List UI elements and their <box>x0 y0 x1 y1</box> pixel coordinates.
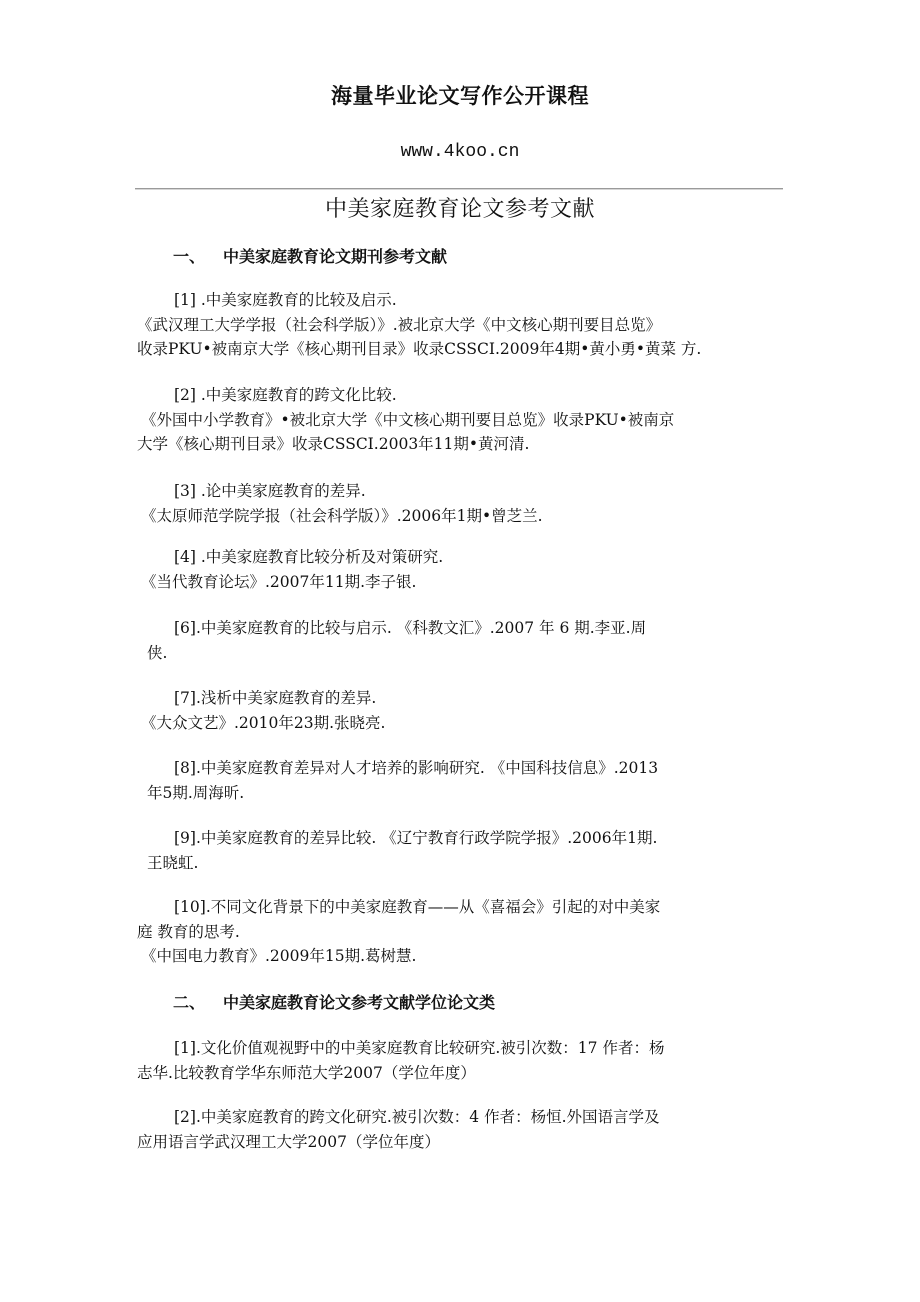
reference-title-line: [9].中美家庭教育的差异比较. 《辽宁教育行政学院学报》.2006年1期. <box>174 829 658 847</box>
reference-detail-line: 《外国中小学教育》•被北京大学《中文核心期刊要目总览》收录PKU•被南京 <box>141 410 675 429</box>
header-divider <box>135 188 783 190</box>
reference-title-line: [6].中美家庭教育的比较与启示. 《科教文汇》.2007 年 6 期.李亚.周 <box>174 619 647 637</box>
section-number: 一、 <box>173 247 206 266</box>
reference-item <box>137 1105 787 1154</box>
reference-detail-line: 《大众文艺》.2010年23期.张晓亮. <box>141 713 386 732</box>
reference-title-line: [3] .论中美家庭教育的差异. <box>174 482 366 500</box>
reference-item <box>137 686 787 735</box>
reference-title-line: [7].浅析中美家庭教育的差异. <box>174 689 377 707</box>
reference-detail-line: 《武汉理工大学学报（社会科学版）》.被北京大学《中文核心期刊要目总览》 <box>137 315 662 334</box>
reference-item <box>137 616 787 665</box>
reference-detail-line: 大学《核心期刊目录》收录CSSCI.2003年11期•黄河清. <box>137 435 530 453</box>
section-heading-dissertations <box>173 990 495 1013</box>
reference-detail-line: 《当代教育论坛》.2007年11期.李子银. <box>141 572 417 591</box>
reference-title-line: [1] .中美家庭教育的比较及启示. <box>174 291 397 309</box>
reference-title-line: [2].中美家庭教育的跨文化研究.被引次数：4 作者：杨恒.外国语言学及 <box>174 1108 660 1126</box>
reference-detail-line: 年5期.周海昕. <box>147 783 245 802</box>
section-number: 二、 <box>173 993 206 1012</box>
reference-item <box>137 288 787 362</box>
reference-item <box>137 895 787 969</box>
reference-detail-line: 《太原师范学院学报（社会科学版）》.2006年1期•曾芝兰. <box>141 506 543 525</box>
document-title: 中美家庭教育论文参考文献 <box>324 197 595 222</box>
course-header-url: www.4koo.cn <box>400 142 520 162</box>
reference-item <box>137 756 787 805</box>
section-heading-journals <box>173 244 447 267</box>
reference-item <box>137 1036 787 1085</box>
reference-item <box>137 383 787 457</box>
reference-detail-line: 志华.比较教育学华东师范大学2007（学位年度） <box>137 1063 476 1082</box>
reference-item <box>137 479 787 528</box>
reference-detail-line: 王晓虹. <box>147 853 199 872</box>
reference-detail-line: 收录PKU•被南京大学《核心期刊目录》收录CSSCI.2009年4期•黄小勇•黄菜 方. <box>137 340 702 358</box>
reference-detail-line: 庭 教育的思考. <box>137 922 240 941</box>
reference-title-line: [4] .中美家庭教育比较分析及对策研究. <box>174 548 444 566</box>
reference-title-line: [10].不同文化背景下的中美家庭教育——从《喜福会》引起的对中美家 <box>174 898 661 916</box>
section-title: 中美家庭教育论文期刊参考文献 <box>223 247 448 266</box>
section-title: 中美家庭教育论文参考文献学位论文类 <box>223 993 496 1012</box>
course-header-title: 海量毕业论文写作公开课程 <box>331 84 589 108</box>
reference-detail-line: 《中国电力教育》.2009年15期.葛树慧. <box>141 947 417 965</box>
reference-title-line: [2] .中美家庭教育的跨文化比较. <box>174 386 397 404</box>
reference-title-line: [8].中美家庭教育差异对人才培养的影响研究. 《中国科技信息》.2013 <box>174 759 659 777</box>
reference-detail-line: 应用语言学武汉理工大学2007（学位年度） <box>137 1132 440 1151</box>
reference-item <box>137 545 787 594</box>
reference-detail-line: 侠. <box>147 643 168 662</box>
reference-item <box>137 826 787 875</box>
reference-title-line: [1].文化价值观视野中的中美家庭教育比较研究.被引次数：17 作者：杨 <box>174 1039 665 1057</box>
